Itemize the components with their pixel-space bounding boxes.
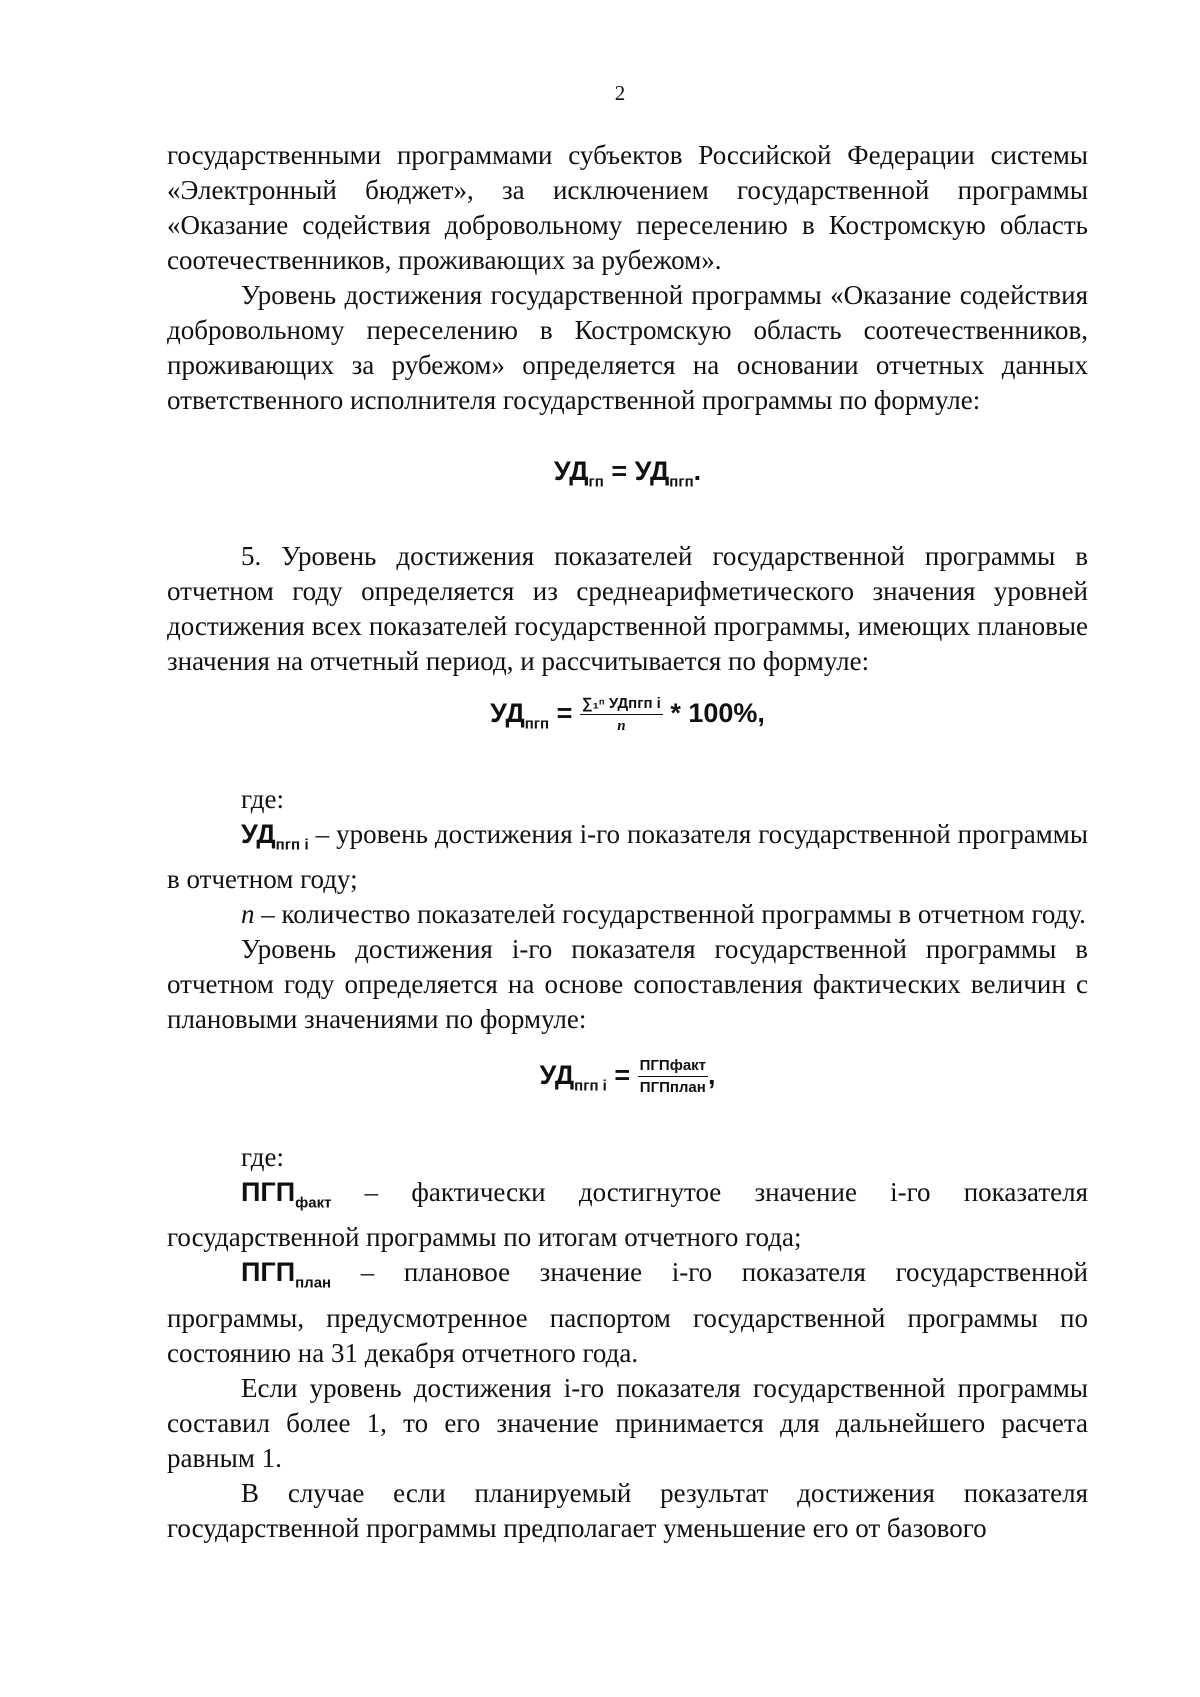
where-label: где: bbox=[241, 1141, 284, 1172]
page-number: 2 bbox=[614, 81, 626, 105]
paragraph-item-5: 5. Уровень достижения показателей государственной программы в отчетном году определяется из среднеарифметического значения уровней достижения всех показателей государственной программы, имеющих плановые значения на отчетный период, и рассчитывается по формуле: bbox=[167, 541, 1088, 677]
fraction: $\frac{\text{ПГПфакт}}{\text{ПГПплан}}$ bbox=[639, 1057, 707, 1097]
where-label: где: bbox=[241, 783, 284, 814]
paragraph-level-program: Уровень достижения государственной программы «Оказание содействия добровольному переселению в Костромскую область соотечественников, проживающих за рубежом» определяется на основании отчетных данных ответственного исполнителя государственной программы по формуле: bbox=[167, 280, 1088, 415]
formula-ud-gp: $УД_{гп} = УД_{пгп}$. bbox=[553, 456, 702, 491]
paragraph-decrease-case: В случае если планируемый результат достижения показателя государственной программы предполагает уменьшение его от базового bbox=[167, 1477, 1088, 1543]
paragraph-cap-rule: Если уровень достижения i-го показателя государственной программы составил более 1, то его значение принимается для дальнейшего расчета равным 1. bbox=[167, 1372, 1088, 1473]
paragraph-continuation: государственными программами субъектов Российской Федерации системы «Электронный бюджет», за исключением государственной программы «Оказание содействия добровольному переселению в Костромскую область соотечественников, проживающих за рубежом». bbox=[167, 140, 1088, 275]
definition-n: n – количество показателей государственной программы в отчетном году. bbox=[241, 899, 1086, 930]
fraction: $\frac{\text{∑₁ⁿ УДпгп i}}{n}$ bbox=[581, 695, 661, 735]
formula-ud-pgp: $УД_{пгп}$ = $\frac{\text{∑₁ⁿ УДпгп i}}{n}$ * 100%, bbox=[490, 695, 765, 735]
body-text bbox=[167, 138, 1088, 1546]
paragraph-level-indicator: Уровень достижения i-го показателя государственной программы в отчетном году определяется на основе сопоставления фактических величин с плановыми значениями по формуле: bbox=[167, 934, 1088, 1035]
definition-ud-pgp-i: $УД_{пгп i}$ – уровень достижения i-го показателя государственной программы в отчетном году; bbox=[167, 818, 1088, 895]
definition-pgp-fact: $ПГП_{факт}$ – фактически достигнутое значение i-го показателя государственной программы по итогам отчетного года; bbox=[167, 1176, 1088, 1253]
definition-pgp-plan: $ПГП_{план}$ – плановое значение i-го показателя государственной программы, предусмотренное паспортом государственной программы по состоянию на 31 декабря отчетного года. bbox=[167, 1257, 1089, 1368]
formula-ud-pgp-i: $УД_{пгп i}$ = $\frac{\text{ПГПфакт}}{\text{ПГПплан}}$ , bbox=[539, 1057, 716, 1097]
